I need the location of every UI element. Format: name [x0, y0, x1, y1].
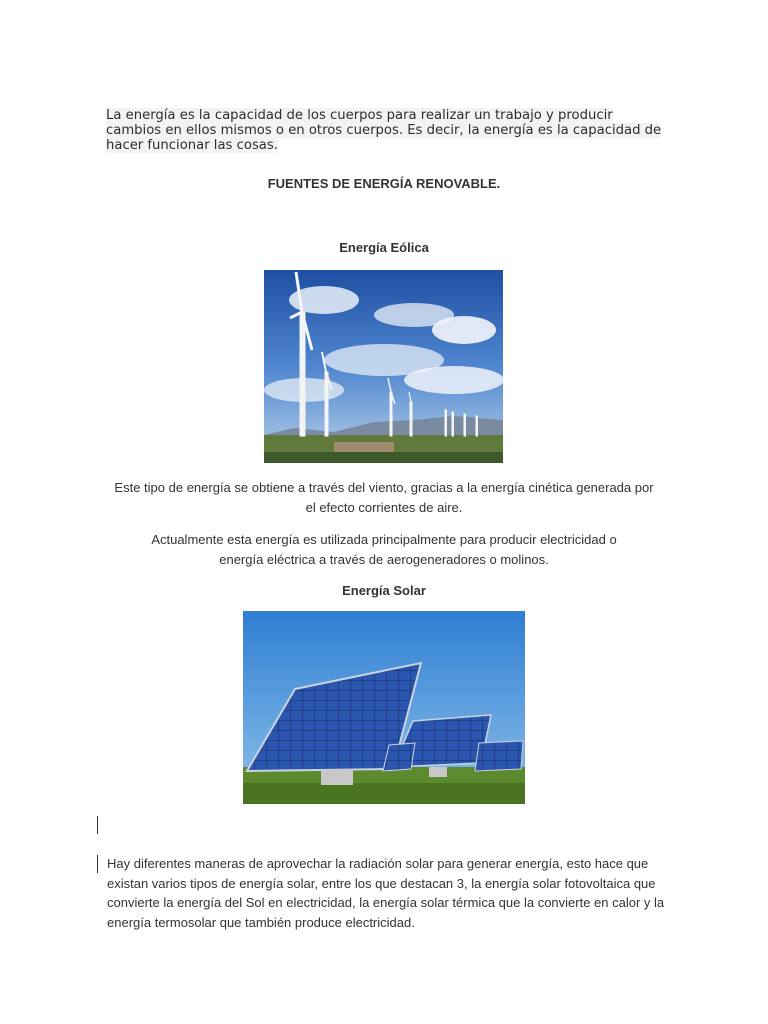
wind-heading: Energía Eólica	[339, 240, 429, 255]
wind-turbines-image	[264, 270, 503, 463]
intro-text: La energía es la capacidad de los cuerpos para realizar un trabajo y producir cambios en ellos mismos o en otros cuerpos. Es decir, la energía es la capacidad de hacer funcionar las cosas.	[106, 108, 662, 153]
text-cursor	[97, 816, 98, 834]
wind-paragraph-2: Actualmente esta energía es utilizada principalmente para producir electricidad o energía eléctrica a través de aerogeneradores o molinos.	[151, 532, 617, 567]
solar-heading: Energía Solar	[342, 583, 426, 598]
solar-panels-image	[243, 611, 525, 804]
intro-paragraph	[106, 108, 662, 153]
solar-paragraph: Hay diferentes maneras de aprovechar la radiación solar para generar energía, esto hace que existan varios tipos de energía solar, entre los que destacan 3, la energía solar fotovoltaica que convierte la energía del Sol en electricidad, la energía solar térmica que la convierte en calor y la energía termosolar que también produce electricidad.	[107, 856, 665, 930]
wind-paragraph-1: Este tipo de energía se obtiene a través del viento, gracias a la energía cinética generada por el efecto corrientes de aire.	[114, 480, 654, 515]
text-cursor	[97, 855, 98, 873]
main-heading: FUENTES DE ENERGÍA RENOVABLE.	[267, 176, 501, 191]
